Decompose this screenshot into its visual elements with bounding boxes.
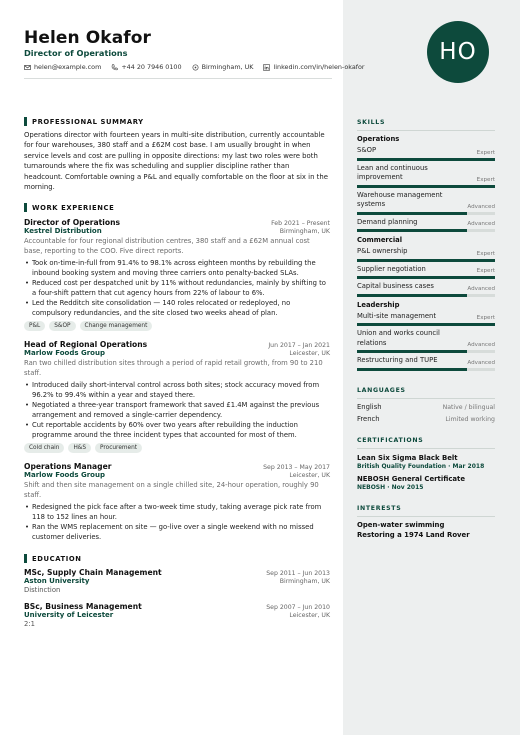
contact-email-text: helen@example.com: [34, 63, 102, 71]
skill-name: Restructuring and TUPE: [357, 356, 438, 364]
language-item: [357, 403, 495, 411]
experience-heading-text: WORK EXPERIENCE: [32, 203, 115, 212]
interest-item: Restoring a 1974 Land Rover: [357, 530, 470, 539]
sidebar-divider: [357, 516, 495, 517]
education-heading-text: EDUCATION: [32, 554, 82, 563]
skill-item: [357, 312, 495, 327]
skill-bar: [357, 212, 495, 215]
job-bullet: • Redesigned the pick face after a two-week time study, taking average pick rate from 118 to 152 lines an hour.: [24, 502, 330, 522]
skill-bar: [357, 350, 495, 353]
certifications-heading: CERTIFICATIONS: [357, 436, 424, 444]
contact-email[interactable]: [24, 63, 101, 71]
edu-location: Birmingham, UK: [279, 578, 330, 586]
skill-tag: Procurement: [95, 443, 142, 453]
location-icon: [192, 64, 199, 71]
skill-item: [357, 218, 495, 233]
skill-level: Advanced: [467, 342, 495, 348]
job-bullet: • Introduced daily short-interval control across both sites; stock accuracy moved from 96.2% to 99.4% within a year and stayed there.: [24, 380, 330, 400]
skill-item: [357, 356, 495, 371]
job-company: Marlow Foods Group: [24, 471, 105, 480]
certification-name: NEBOSH General Certificate: [357, 474, 466, 483]
job-role: Head of Regional Operations: [24, 340, 148, 350]
contact-row: [24, 63, 365, 71]
skill-item: [357, 146, 495, 161]
skill-bar-fill: [357, 276, 495, 279]
section-heading-experience: [24, 203, 330, 212]
job-description: Ran two chilled distribution sites through a period of rapid retail growth, from 90 to 210 staff.: [24, 359, 323, 378]
skill-name: Warehouse management systems: [357, 190, 443, 208]
sidebar-divider: [357, 398, 495, 399]
skill-bar-fill: [357, 158, 495, 161]
skill-bar: [357, 276, 495, 279]
heading-accent-bar: [24, 117, 27, 126]
contact-linkedin-text: linkedin.com/in/helen-okafor: [273, 63, 365, 71]
skill-item: [357, 282, 495, 297]
contact-linkedin[interactable]: [263, 63, 364, 71]
skill-level: Expert: [476, 268, 495, 274]
skill-bar: [357, 294, 495, 297]
job-entry: [24, 340, 330, 453]
phone-icon: [111, 64, 118, 71]
education-entry: [24, 602, 330, 628]
skill-bar: [357, 259, 495, 262]
skill-level: Expert: [476, 149, 495, 156]
skill-tag: Cold chain: [24, 443, 64, 453]
job-company: Kestrel Distribution: [24, 227, 102, 236]
sidebar-divider: [357, 130, 495, 131]
interest-item: Open-water swimming: [357, 520, 445, 529]
edu-degree: BSc, Business Management: [24, 602, 142, 612]
job-bullet: • Ran the WMS replacement on site — go-live over a single weekend with no missed customer deliveries.: [24, 522, 330, 542]
skill-name: P&L ownership: [357, 247, 408, 255]
job-bullets: [24, 502, 330, 542]
skill-item: [357, 265, 495, 280]
job-description: Accountable for four regional distribution centres, 380 staff and a £62M annual cost base, reporting to the COO. Five direct reports.: [24, 237, 310, 256]
job-company: Marlow Foods Group: [24, 349, 105, 358]
skill-level: Advanced: [467, 359, 495, 366]
linkedin-icon: [263, 64, 270, 71]
avatar: HO: [427, 21, 489, 83]
job-tags: [24, 443, 330, 453]
job-role: Director of Operations: [24, 218, 120, 228]
skill-bar-fill: [357, 185, 495, 188]
edu-note: 2:1: [24, 620, 35, 629]
skill-level: Advanced: [467, 203, 495, 210]
heading-accent-bar: [24, 554, 27, 563]
skill-tag: P&L: [24, 321, 45, 331]
job-dates: Sep 2013 – May 2017: [263, 464, 330, 472]
skill-bar-fill: [357, 212, 467, 215]
job-location: Leicester, UK: [289, 472, 330, 480]
main-column: [24, 117, 330, 628]
skill-tag: Change management: [80, 321, 153, 331]
contact-location: [192, 63, 254, 71]
skill-level: Advanced: [467, 221, 495, 227]
job-entry: [24, 462, 330, 542]
certification-issuer: NEBOSH · Nov 2015: [357, 483, 424, 491]
skill-bar-fill: [357, 259, 495, 262]
edu-dates: Sep 2011 – Jun 2013: [266, 570, 330, 578]
skill-bar-fill: [357, 368, 467, 371]
skills-heading: SKILLS: [357, 119, 386, 126]
heading-accent-bar: [24, 203, 27, 212]
job-bullet: • Cut reportable accidents by 60% over two years after rebuilding the induction programme around the three incident types that accounted for most of them.: [24, 420, 330, 440]
skill-group-title: Leadership: [357, 300, 400, 309]
skill-bar-fill: [357, 350, 467, 353]
edu-dates: Sep 2007 – Jun 2010: [266, 604, 330, 612]
skill-name: Supplier negotiation: [357, 264, 426, 273]
job-bullet: • Took on-time-in-full from 91.4% to 98.1% across eighteen months by rebuilding the inbound booking system and moving three carriers onto penalty-backed SLAs.: [24, 258, 330, 278]
contact-location-text: Birmingham, UK: [201, 63, 254, 71]
edu-note: Distinction: [24, 586, 61, 595]
job-location: Leicester, UK: [289, 350, 330, 358]
edu-school: Aston University: [24, 577, 90, 586]
job-dates: Feb 2021 – Present: [271, 220, 330, 228]
skill-bar-fill: [357, 229, 467, 232]
contact-phone[interactable]: [111, 63, 181, 71]
skill-bar-fill: [357, 294, 467, 297]
sidebar-divider: [357, 448, 495, 449]
candidate-title: Director of Operations: [24, 48, 128, 58]
contact-phone-text: +44 20 7946 0100: [121, 63, 182, 71]
skill-name: Multi-site management: [357, 311, 437, 320]
job-bullet: • Led the Redditch site consolidation — 140 roles relocated or redeployed, no compulsory redundancies, and the site closed two weeks ahead of plan.: [24, 298, 330, 318]
skill-level: Expert: [476, 176, 495, 183]
languages-heading: LANGUAGES: [357, 386, 406, 394]
skill-bar: [357, 229, 495, 232]
skill-level: Advanced: [467, 285, 495, 292]
job-tags: [24, 321, 330, 331]
interests-heading: INTERESTS: [357, 504, 402, 512]
summary-text: Operations director with fourteen years in multi-site distribution, currently accountable for four warehouses, 380 staff and a £62M cost base. I am usually brought in when service levels and cost are pulling in opposite directions: my last two roles were both turnarounds where the fix was scheduling and supplier discipline rather than headcount. Comfortable owning a P&L and equally comfortable on the floor at six in the morning.: [24, 131, 328, 192]
header-divider: [24, 78, 332, 79]
job-bullet: • Reduced cost per despatched unit by 11% without redundancies, mainly by shifting to a four-shift pattern that cut agency hours from 22% of labour to 6%.: [24, 278, 330, 298]
language-item: [357, 415, 495, 423]
certification-name: Lean Six Sigma Black Belt: [357, 453, 458, 462]
languages-list: [357, 403, 495, 423]
summary-heading-text: PROFESSIONAL SUMMARY: [32, 117, 144, 126]
skill-tag: H&S: [68, 443, 91, 453]
skill-bar: [357, 323, 495, 326]
sidebar: [357, 119, 495, 539]
language-level: Native / bilingual: [442, 403, 495, 411]
skill-bar: [357, 368, 495, 371]
language-level: Limited working: [445, 415, 495, 423]
skill-name: Union and works council relations: [357, 329, 440, 347]
job-bullets: [24, 258, 330, 318]
skill-tag: S&OP: [49, 321, 75, 331]
job-description: Shift and then site management on a single chilled site, 24-hour operation, roughly 90 staff.: [24, 481, 319, 500]
skill-bar: [357, 158, 495, 161]
job-bullet: • Negotiated a three-year transport framework that saved £1.4M against the previous arrangement and removed a single-carrier dependency.: [24, 400, 330, 420]
skill-bar: [357, 185, 495, 188]
skill-level: Expert: [476, 250, 495, 257]
candidate-name: Helen Okafor: [24, 28, 152, 48]
skill-name: Demand planning: [357, 217, 418, 226]
email-icon: [24, 64, 31, 71]
job-role: Operations Manager: [24, 462, 112, 472]
edu-school: University of Leicester: [24, 611, 114, 620]
skill-name: Lean and continuous improvement: [357, 163, 428, 181]
skill-item: [357, 164, 495, 188]
skill-bar-fill: [357, 323, 495, 326]
skill-group-title: Operations: [357, 135, 400, 143]
job-bullets: [24, 380, 330, 440]
job-dates: Jun 2017 – Jan 2021: [268, 342, 330, 350]
skill-level: Expert: [476, 315, 495, 321]
education-entry: [24, 568, 330, 594]
skill-item: [357, 247, 495, 262]
edu-degree: MSc, Supply Chain Management: [24, 568, 162, 578]
skill-name: Capital business cases: [357, 282, 434, 290]
certification-issuer: British Quality Foundation · Mar 2018: [357, 462, 485, 470]
language-name: French: [357, 414, 380, 423]
job-entry: [24, 218, 330, 331]
edu-location: Leicester, UK: [289, 612, 330, 620]
skill-name: S&OP: [357, 146, 377, 154]
skill-item: [357, 191, 495, 215]
skill-group-title: Commercial: [357, 236, 403, 244]
job-location: Birmingham, UK: [279, 228, 330, 236]
section-heading-summary: [24, 117, 330, 126]
skill-item: [357, 329, 495, 353]
section-heading-education: [24, 554, 330, 563]
language-name: English: [357, 402, 382, 411]
